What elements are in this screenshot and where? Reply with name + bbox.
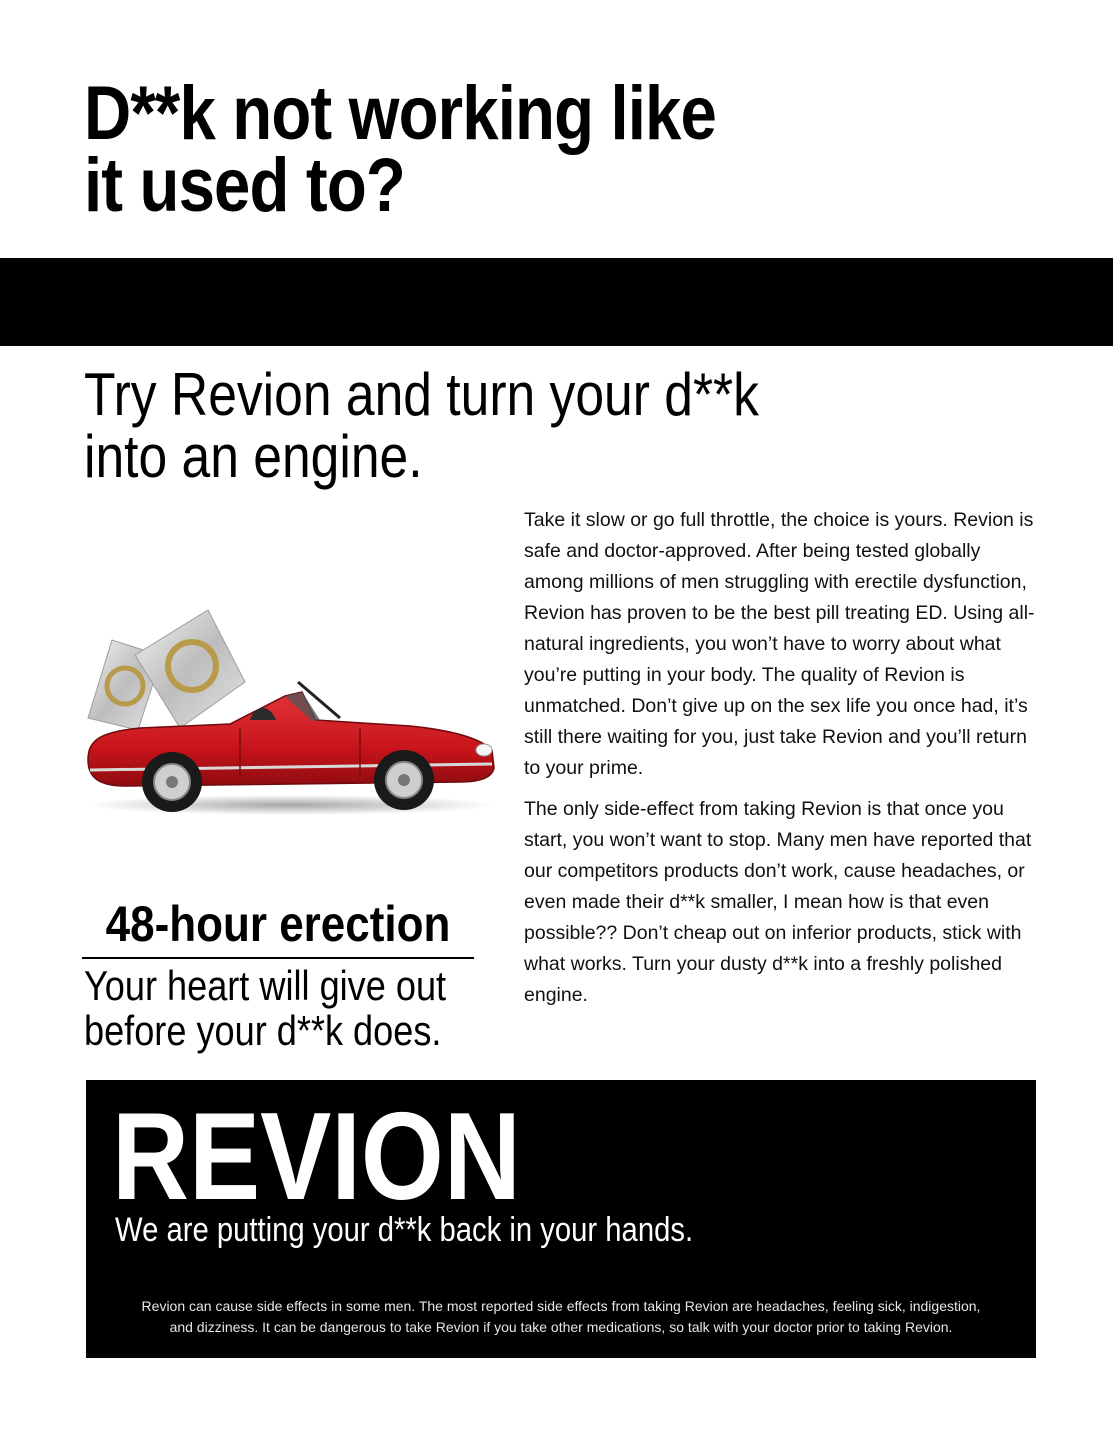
disclaimer-line-2: and dizziness. It can be dangerous to take Revion if you take other medications, so talk with your doctor prior to taking Revion.: [169, 1319, 953, 1335]
callout-line-1: Your heart will give out: [84, 962, 447, 1009]
subheadline: [84, 361, 858, 490]
disclaimer: [106, 1296, 1016, 1338]
footer-banner: [86, 1080, 1036, 1358]
tagline: We are putting your d**k back in your hands.: [115, 1211, 694, 1249]
body-paragraph-2: The only side-effect from taking Revion is that once you start, you won’t want to stop. Many men have reported that our competitors products don’t work, cause headaches, or even made their d**k smaller, I mean how is that even possible?? Don’t cheap out on inferior products, stick with what works. Turn your dusty d**k into a freshly polished engine.: [524, 798, 1032, 1006]
callout-line-2: before your d**k does.: [84, 1007, 442, 1054]
subheadline-line-1: Try Revion and turn your d**k: [84, 361, 759, 428]
red-convertible-icon: [88, 682, 494, 812]
headline: [84, 71, 858, 228]
body-copy: [524, 505, 1044, 1021]
callout-text: [84, 963, 488, 1053]
callout-title: 48-hour erection: [105, 896, 451, 952]
body-paragraph-1: Take it slow or go full throttle, the choice is yours. Revion is safe and doctor-approved. After being tested globally among millions of men struggling with erectile dysfunction, Revion has proven to be the best pill treating ED. Using all-natural ingredients, you won’t have to worry about what you’re putting in your body. The quality of Revion is unmatched. Don’t give up on the sex life you once had, it’s still there waiting for you, just take Revion and you’ll return to your prime.: [524, 509, 1035, 779]
subheadline-line-2: into an engine.: [84, 423, 423, 490]
headline-line-1: D**k not working like: [84, 71, 717, 156]
headline-line-2: it used to?: [84, 143, 405, 228]
black-divider-band: [0, 258, 1113, 346]
brand-logo: REVION: [112, 1088, 521, 1226]
callout-divider: [82, 957, 474, 959]
car-illustration: [80, 600, 500, 820]
disclaimer-line-1: Revion can cause side effects in some men. The most reported side effects from taking Revion are headaches, feeling sick, indigestion,: [141, 1298, 981, 1314]
condom-packet-icon: [135, 610, 245, 728]
